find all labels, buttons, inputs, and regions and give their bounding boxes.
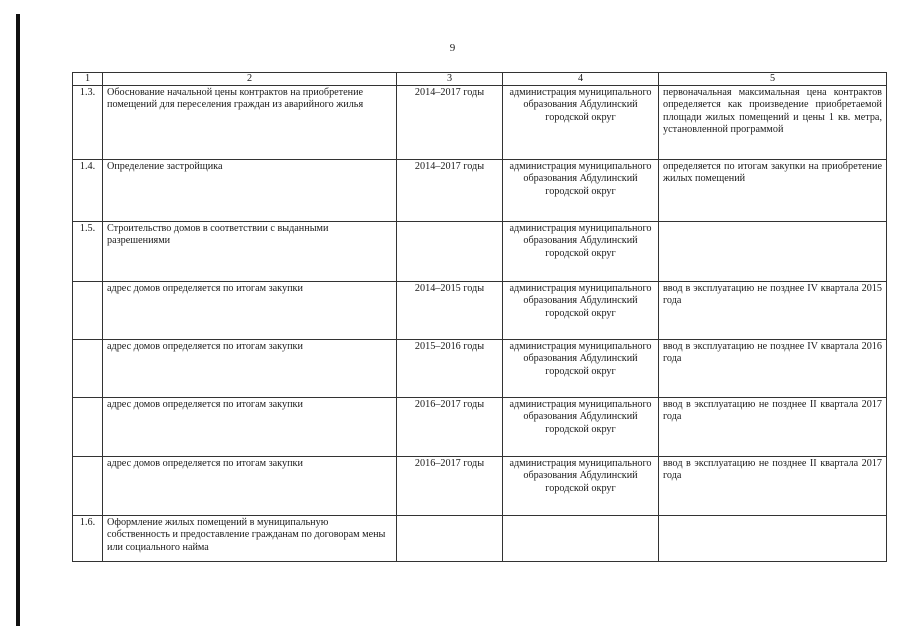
page-number: 9 — [449, 42, 456, 54]
activity-cell: Обоснование начальной цены контрактов на приобретение помещений для переселения граждан из аварийного жилья — [103, 86, 397, 160]
activity-cell: адрес домов определяется по итогам закупки — [103, 398, 397, 457]
period-cell — [397, 222, 503, 282]
table-row — [73, 282, 887, 340]
row-number: 1.6. — [73, 516, 103, 562]
executor-cell — [503, 516, 659, 562]
row-number — [73, 282, 103, 340]
table-row — [73, 340, 887, 398]
header-cell: 5 — [659, 73, 887, 86]
executor-cell: администрация муниципального образования Абдулинский городской округ — [503, 398, 659, 457]
period-cell: 2015–2016 годы — [397, 340, 503, 398]
executor-cell: администрация муниципального образования Абдулинский городской округ — [503, 282, 659, 340]
header-cell: 1 — [73, 73, 103, 86]
table-row — [73, 457, 887, 516]
header-cell: 4 — [503, 73, 659, 86]
result-cell — [659, 516, 887, 562]
period-cell: 2014–2017 годы — [397, 160, 503, 222]
header-cell: 2 — [103, 73, 397, 86]
activity-cell: Определение застройщика — [103, 160, 397, 222]
period-cell — [397, 516, 503, 562]
program-table — [72, 72, 887, 562]
row-number: 1.3. — [73, 86, 103, 160]
table-row — [73, 398, 887, 457]
row-number — [73, 457, 103, 516]
table-row — [73, 160, 887, 222]
period-cell: 2014–2017 годы — [397, 86, 503, 160]
executor-cell: администрация муниципального образования Абдулинский городской округ — [503, 160, 659, 222]
activity-cell: адрес домов определяется по итогам закупки — [103, 282, 397, 340]
executor-cell: администрация муниципального образования Абдулинский городской округ — [503, 86, 659, 160]
scan-edge-line — [16, 14, 20, 626]
table-row — [73, 222, 887, 282]
header-cell: 3 — [397, 73, 503, 86]
period-cell: 2016–2017 годы — [397, 398, 503, 457]
activity-cell: Оформление жилых помещений в муниципальную собственность и предоставление гражданам по договорам мены или социального найма — [103, 516, 397, 562]
result-cell: определяется по итогам закупки на приобретение жилых помещений — [659, 160, 887, 222]
activity-cell: адрес домов определяется по итогам закупки — [103, 457, 397, 516]
executor-cell: администрация муниципального образования Абдулинский городской округ — [503, 457, 659, 516]
activity-cell: адрес домов определяется по итогам закупки — [103, 340, 397, 398]
table-header-row — [73, 73, 887, 86]
result-cell: ввод в эксплуатацию не позднее IV квартала 2015 года — [659, 282, 887, 340]
period-cell: 2016–2017 годы — [397, 457, 503, 516]
table-row — [73, 86, 887, 160]
activity-cell: Строительство домов в соответствии с выданными разрешениями — [103, 222, 397, 282]
table-row — [73, 516, 887, 562]
result-cell: ввод в эксплуатацию не позднее IV квартала 2016 года — [659, 340, 887, 398]
result-cell: первоначальная максимальная цена контрактов определяется как произведение приобретаемой площади жилых помещений и цены 1 кв. метра, установленной программой — [659, 86, 887, 160]
row-number: 1.5. — [73, 222, 103, 282]
result-cell: ввод в эксплуатацию не позднее II квартала 2017 года — [659, 457, 887, 516]
result-cell — [659, 222, 887, 282]
row-number: 1.4. — [73, 160, 103, 222]
row-number — [73, 340, 103, 398]
row-number — [73, 398, 103, 457]
result-cell: ввод в эксплуатацию не позднее II квартала 2017 года — [659, 398, 887, 457]
executor-cell: администрация муниципального образования Абдулинский городской округ — [503, 340, 659, 398]
period-cell: 2014–2015 годы — [397, 282, 503, 340]
executor-cell: администрация муниципального образования Абдулинский городской округ — [503, 222, 659, 282]
